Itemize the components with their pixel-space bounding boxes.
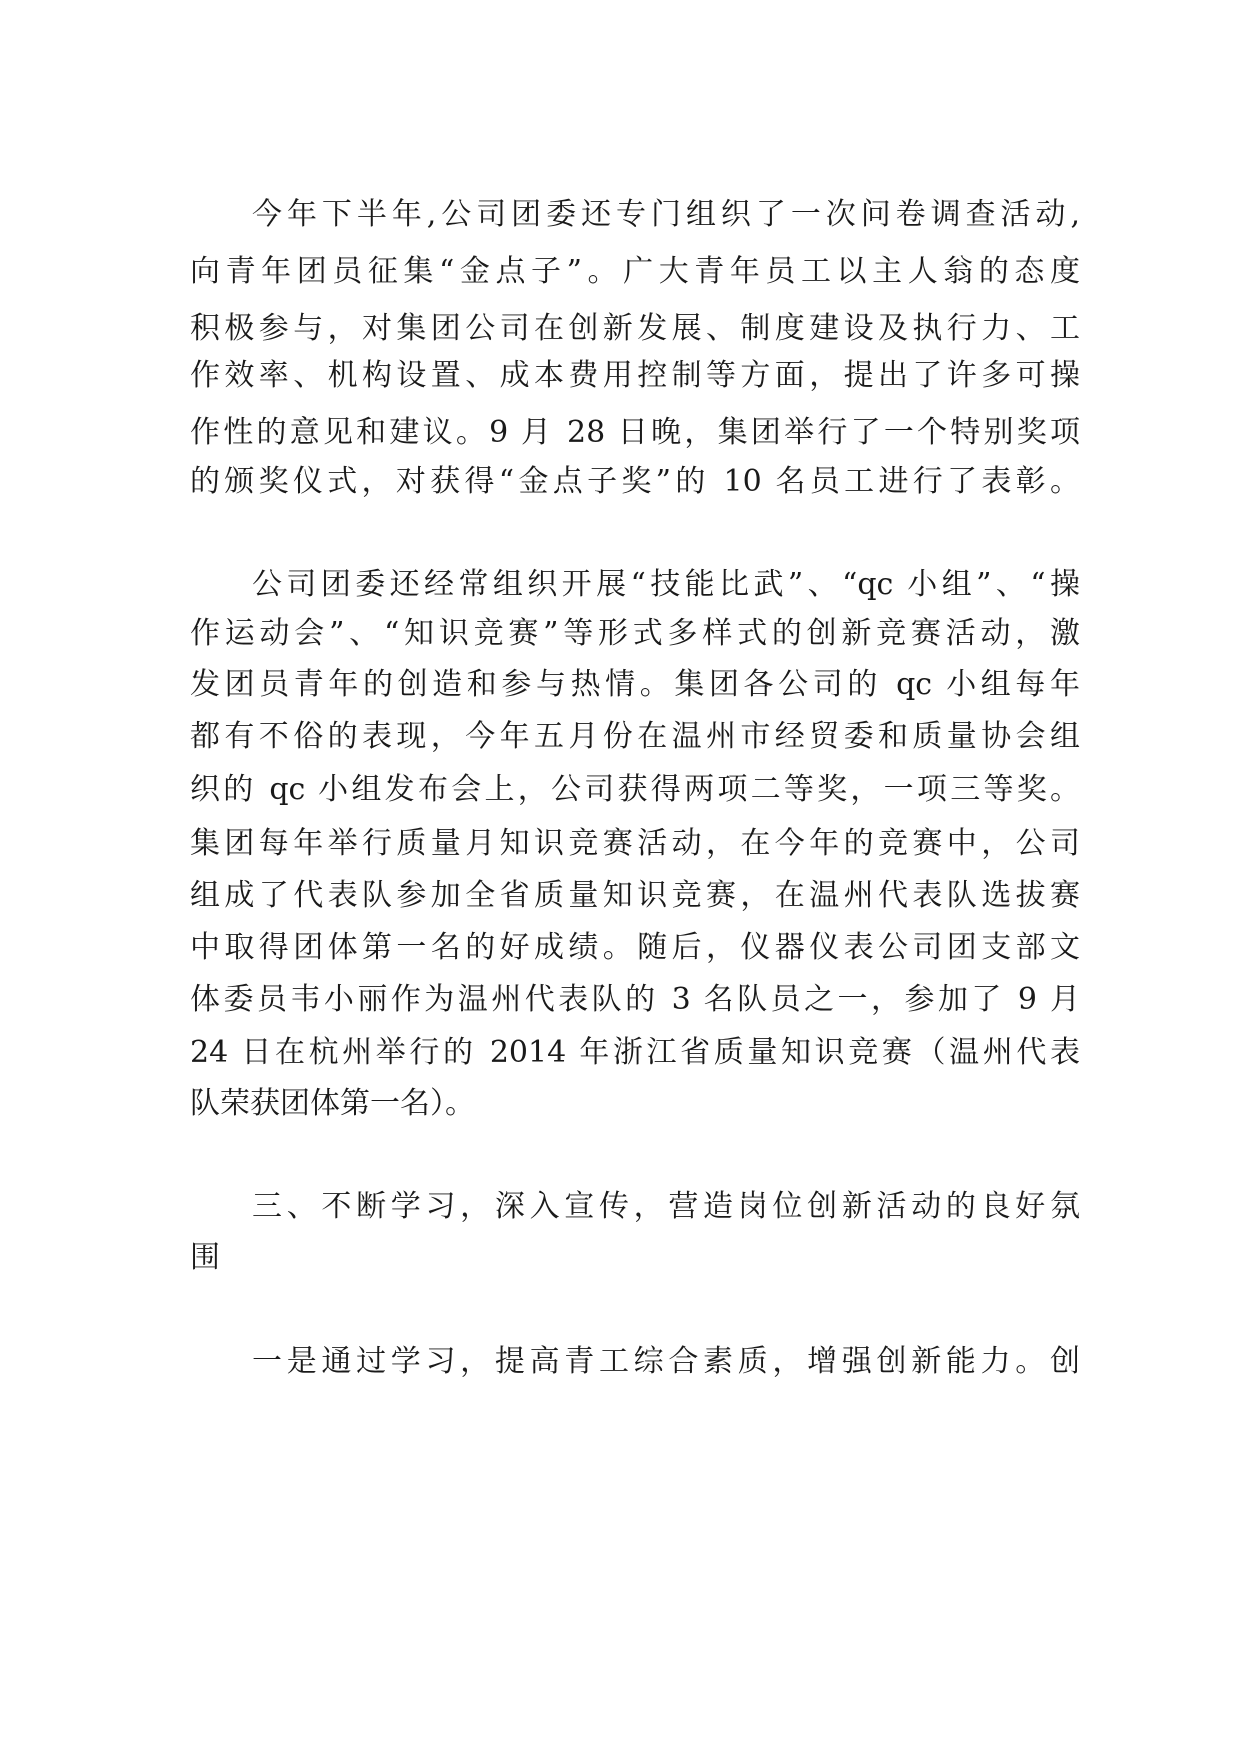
paragraph-1-line-1: 今年下半年,公司团委还专门组织了一次问卷调查活动, xyxy=(252,197,1080,232)
paragraph-1-line-5: 作性的意见和建议。9 月 28 日晚，集团举行了一个特别奖项 xyxy=(190,415,1080,450)
paragraph-2-line-2: 作运动会”、“知识竞赛”等形式多样式的创新竞赛活动，激 xyxy=(190,616,1080,651)
paragraph-4-line-1: 一是通过学习，提高青工综合素质，增强创新能力。创 xyxy=(252,1344,1080,1379)
paragraph-2-line-6: 集团每年举行质量月知识竞赛活动，在今年的竞赛中，公司 xyxy=(190,826,1080,861)
paragraph-2-line-1: 公司团委还经常组织开展“技能比武”、“qc 小组”、“操 xyxy=(252,567,1080,602)
section-heading-line-2: 围 xyxy=(190,1240,220,1275)
paragraph-2-line-4: 都有不俗的表现，今年五月份在温州市经贸委和质量协会组 xyxy=(190,719,1080,754)
section-heading-line-1: 三、不断学习，深入宣传，营造岗位创新活动的良好氛 xyxy=(252,1189,1080,1224)
paragraph-2-line-11: 队荣获团体第一名）。 xyxy=(190,1086,475,1121)
paragraph-2-line-3: 发团员青年的创造和参与热情。集团各公司的 qc 小组每年 xyxy=(190,667,1080,702)
paragraph-2-line-8: 中取得团体第一名的好成绩。随后，仪器仪表公司团支部文 xyxy=(190,930,1080,965)
paragraph-1-line-3: 积极参与，对集团公司在创新发展、制度建设及执行力、工 xyxy=(190,311,1080,346)
paragraph-1-line-6: 的颁奖仪式，对获得“金点子奖”的 10 名员工进行了表彰。 xyxy=(190,464,1080,499)
paragraph-2-line-10: 24 日在杭州举行的 2014 年浙江省质量知识竞赛（温州代表 xyxy=(190,1035,1080,1070)
paragraph-2-line-7: 组成了代表队参加全省质量知识竞赛，在温州代表队选拔赛 xyxy=(190,878,1080,913)
paragraph-2-line-9: 体委员韦小丽作为温州代表队的 3 名队员之一，参加了 9 月 xyxy=(190,982,1080,1017)
paragraph-1-line-4: 作效率、机构设置、成本费用控制等方面，提出了许多可操 xyxy=(190,358,1080,393)
paragraph-1-line-2: 向青年团员征集“金点子”。广大青年员工以主人翁的态度 xyxy=(190,254,1080,289)
paragraph-2-line-5: 织的 qc 小组发布会上，公司获得两项二等奖，一项三等奖。 xyxy=(190,772,1080,807)
